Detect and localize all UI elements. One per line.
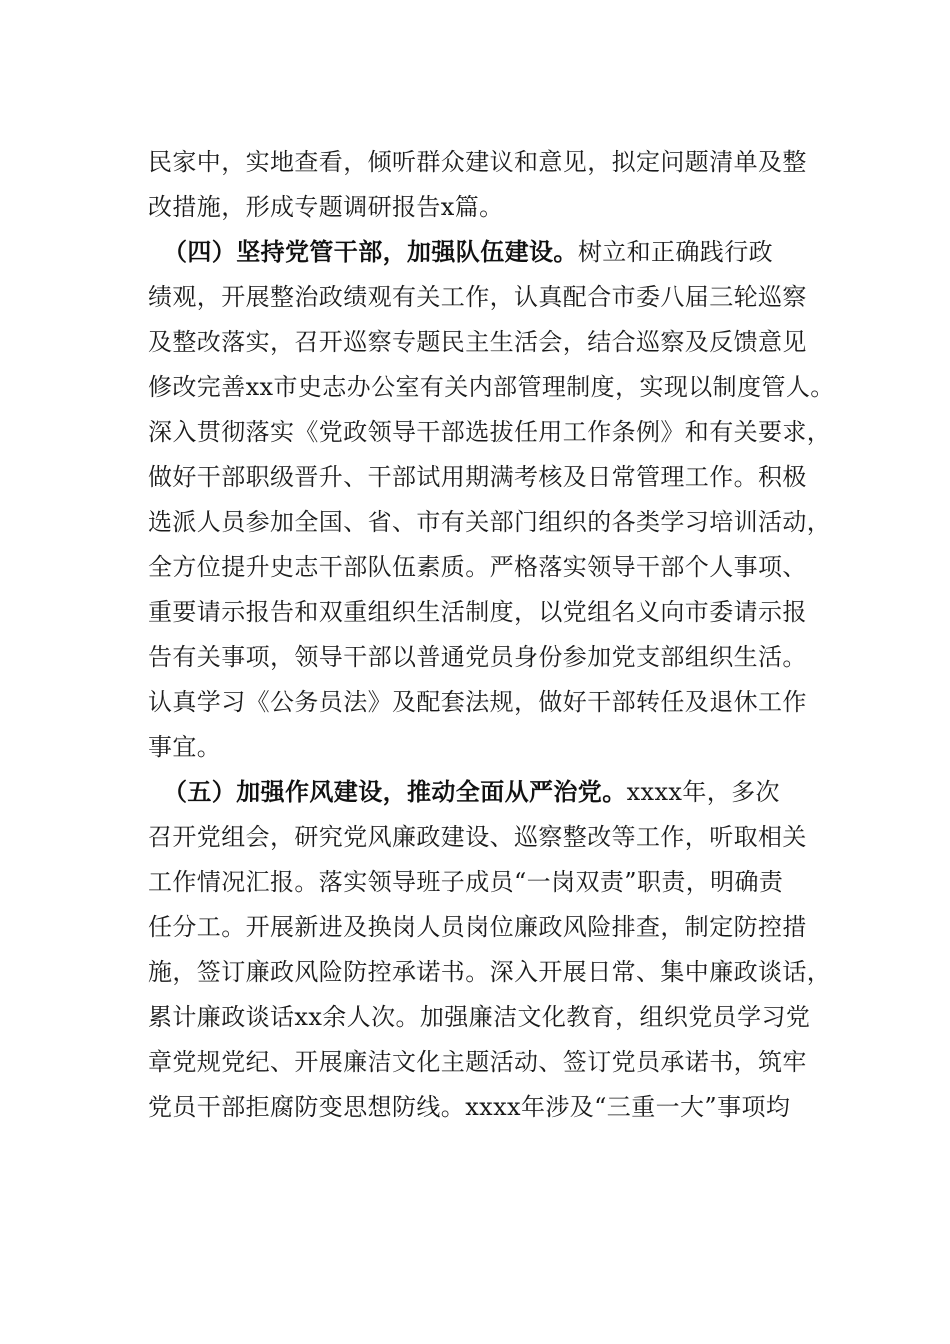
body-text-line: 认真学习《公务员法》及配套法规，做好干部转任及退休工作 [148,688,807,716]
body-text-line: 党员干部拒腐防变思想防线。xxxx年涉及“三重一大”事项均 [148,1093,791,1121]
body-text-line: 做好干部职级晋升、干部试用期满考核及日常管理工作。积极 [148,463,807,491]
body-text-line: 告有关事项，领导干部以普通党员身份参加党支部组织生活。 [148,643,807,671]
body-text-line: 章党规党纪、开展廉洁文化主题活动、签订党员承诺书，筑牢 [148,1048,807,1076]
body-text-line: 工作情况汇报。落实领导班子成员“一岗双责”职责，明确责 [148,868,784,896]
body-text-line: 绩观，开展整治政绩观有关工作，认真配合市委八届三轮巡察 [148,283,807,311]
body-text-line: 深入贯彻落实《党政领导干部选拔任用工作条例》和有关要求， [148,418,832,446]
body-text-line: 重要请示报告和双重组织生活制度，以党组名义向市委请示报 [148,598,807,626]
body-text-line: 民家中，实地查看，倾听群众建议和意见，拟定问题清单及整 [148,148,807,176]
body-text-line: 改措施，形成专题调研报告x篇。 [148,193,504,221]
section-five-number: （五） [163,778,237,806]
section-four-heading: 坚持党管干部，加强队伍建设。 [236,238,578,266]
body-text: xxxx年，多次 [626,778,780,806]
section-four-number: （四） [163,238,237,266]
body-text-line: 全方位提升史志干部队伍素质。严格落实领导干部个人事项、 [148,553,807,581]
body-text-line: 选派人员参加全国、省、市有关部门组织的各类学习培训活动， [148,508,832,536]
body-text-line: 事宜。 [148,733,222,761]
section-four-paragraph-start [163,232,863,272]
body-text-line: 召开党组会，研究党风廉政建设、巡察整改等工作，听取相关 [148,823,807,851]
body-text-line: 及整改落实，召开巡察专题民主生活会，结合巡察及反馈意见 [148,328,807,356]
section-five-heading: 加强作风建设，推动全面从严治党。 [236,778,627,806]
body-text: 树立和正确践行政 [577,238,774,266]
body-text-line: 修改完善xx市史志办公室有关内部管理制度，实现以制度管人。 [148,373,835,401]
body-text-line: 累计廉政谈话xx余人次。加强廉洁文化教育，组织党员学习党 [148,1003,811,1031]
body-text-line: 任分工。开展新进及换岗人员岗位廉政风险排查，制定防控措 [148,913,807,941]
body-text-line: 施，签订廉政风险防控承诺书。深入开展日常、集中廉政谈话， [148,958,832,986]
section-five-paragraph-start [163,772,863,812]
